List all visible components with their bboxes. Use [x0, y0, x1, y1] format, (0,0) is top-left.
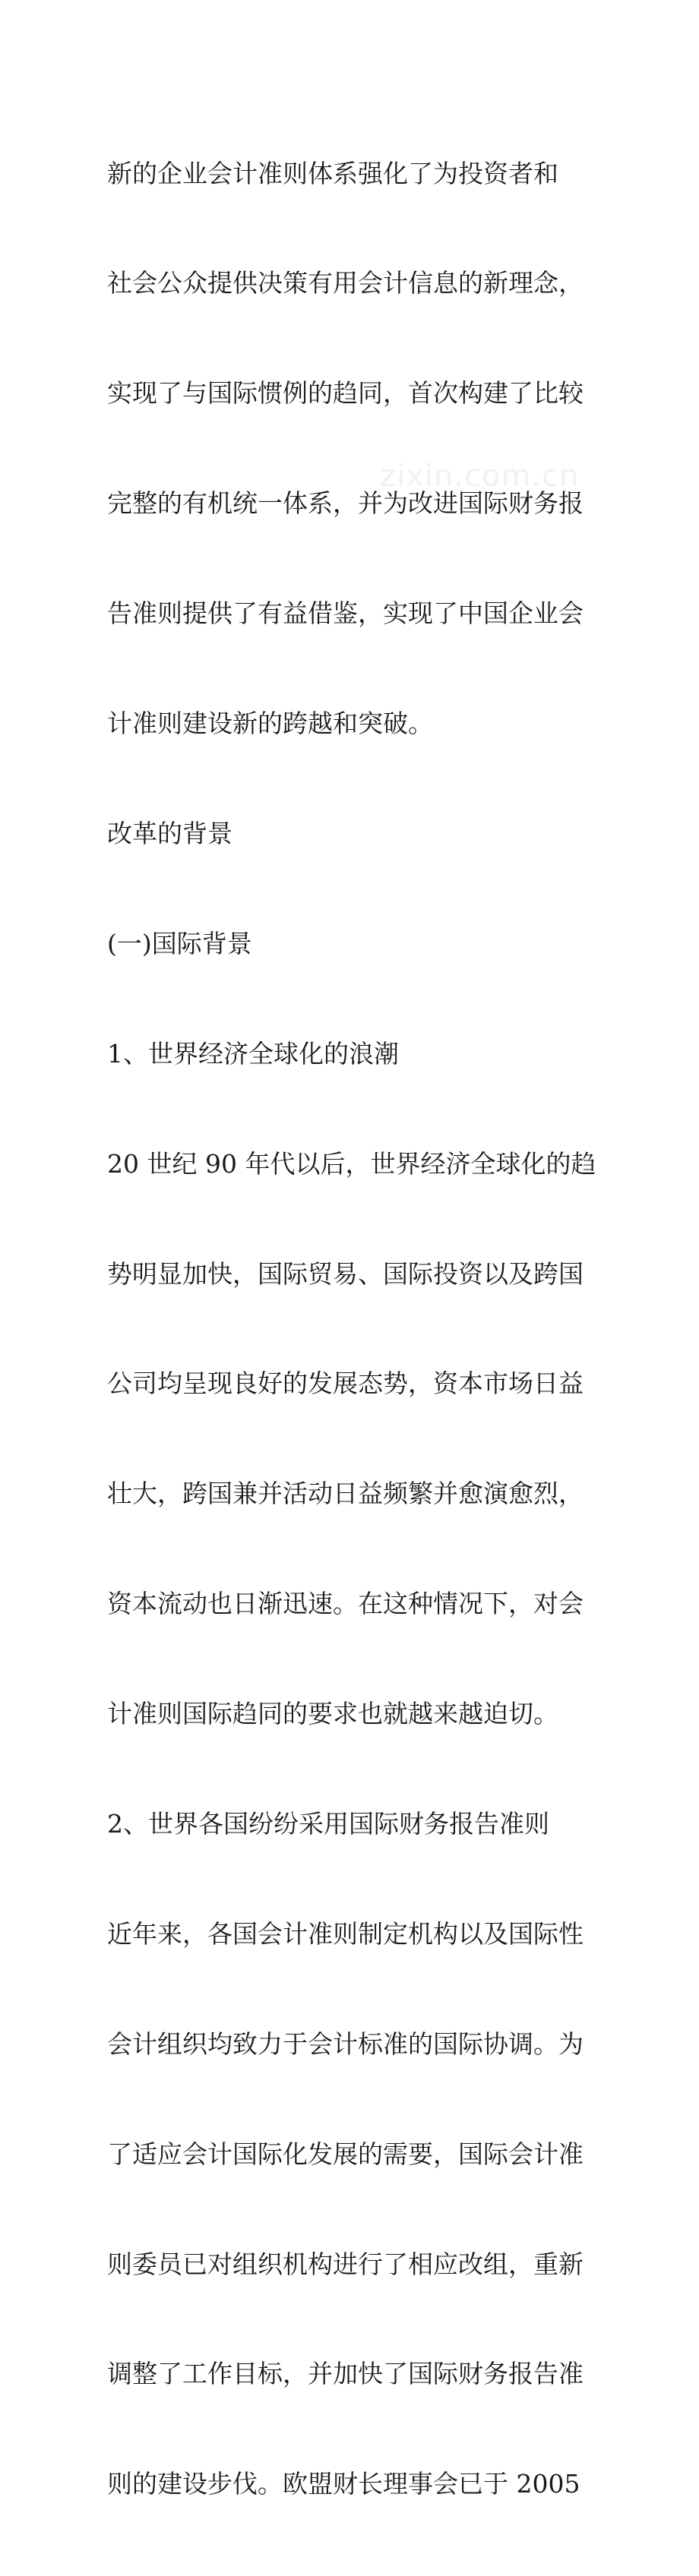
text-line: 近年来，各国会计准则制定机构以及国际性 — [107, 1918, 584, 1949]
text-line: 计准则建设新的跨越和突破。 — [107, 709, 433, 739]
text-line: 计准则国际趋同的要求也就越来越迫切。 — [107, 1699, 558, 1729]
text-line: 则的建设步伐。欧盟财长理事会已于 2005 — [107, 2469, 580, 2499]
text-line: 公司均呈现良好的发展态势，资本市场日益 — [107, 1368, 584, 1399]
text-line: 告准则提供了有益借鉴，实现了中国企业会 — [107, 598, 584, 629]
document-body — [107, 82, 601, 2576]
text-line: 会计组织均致力于会计标准的国际协调。为 — [107, 2028, 584, 2059]
text-line: 资本流动也日渐迅速。在这种情况下，对会 — [107, 1589, 584, 1619]
item-heading: 2、世界各国纷纷采用国际财务报告准则 — [107, 1808, 549, 1839]
subsection-heading: (一)国际背景 — [107, 928, 252, 958]
text-line: 实现了与国际惯例的趋同，首次构建了比较 — [107, 378, 584, 409]
text-line: 调整了工作目标，并加快了国际财务报告准 — [107, 2359, 584, 2389]
text-line: 了适应会计国际化发展的需要，国际会计准 — [107, 2139, 584, 2169]
watermark: zixin.com.cn — [380, 459, 580, 494]
text-line: 壮大，跨国兼并活动日益频繁并愈演愈烈， — [107, 1479, 584, 1509]
section-heading: 改革的背景 — [107, 818, 232, 848]
item-heading: 1、世界经济全球化的浪潮 — [107, 1038, 399, 1069]
text-line: 社会公众提供决策有用会计信息的新理念， — [107, 268, 584, 298]
text-line: 则委员已对组织机构进行了相应改组，重新 — [107, 2249, 584, 2279]
text-line: 完整的有机统一体系，并为改进国际财务报 — [107, 488, 584, 519]
text-line: 20 世纪 90 年代以后，世界经济全球化的趋 — [107, 1148, 596, 1179]
text-line: 新的企业会计准则体系强化了为投资者和 — [107, 158, 558, 188]
text-line: 势明显加快，国际贸易、国际投资以及跨国 — [107, 1258, 584, 1289]
